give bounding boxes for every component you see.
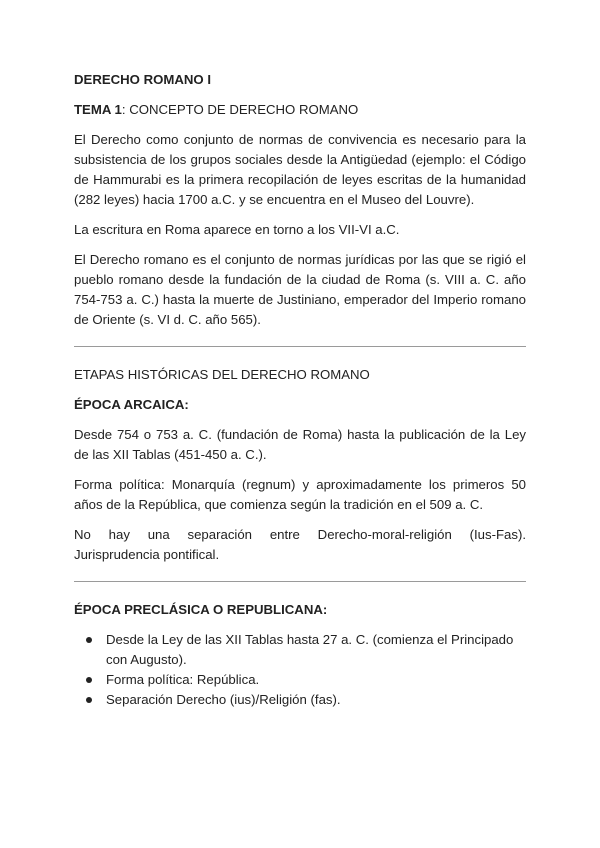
document-title: DERECHO ROMANO I (74, 72, 212, 87)
preclasica-bullet-list (74, 630, 526, 710)
intro-paragraph: El Derecho romano es el conjunto de normas jurídicas por las que se rigió el pueblo romano desde la fundación de la ciudad de Roma (s. VIII a. C. año 754-753 a. C.) hasta la muerte de Justiniano, emperador del Imperio romano de Oriente (s. VI d. C. año 565). (74, 252, 526, 327)
document-body (74, 70, 526, 710)
list-item-text: Separación Derecho (ius)/Religión (fas). (106, 692, 341, 707)
topic-title: : CONCEPTO DE DERECHO ROMANO (121, 102, 359, 117)
section-divider (74, 581, 526, 582)
intro-paragraph: El Derecho como conjunto de normas de convivencia es necesario para la subsistencia de los grupos sociales desde la Antigüedad (ejemplo: el Código de Hammurabi es la primera recopilación de leyes escritas de la humanidad (282 leyes) hacia 1700 a.C. y se encuentra en el Museo del Louvre). (74, 132, 526, 207)
list-item-text: Desde la Ley de las XII Tablas hasta 27 a. C. (comienza el Principado con Augusto). (106, 632, 514, 667)
section-divider (74, 346, 526, 347)
bullet-icon (86, 637, 92, 643)
arcaica-paragraph: No hay una separación entre Derecho-moral-religión (Ius-Fas). Jurisprudencia pontifical. (74, 527, 526, 562)
preclasica-heading: ÉPOCA PRECLÁSICA O REPUBLICANA: (74, 602, 328, 617)
list-item (106, 630, 526, 670)
arcaica-paragraph: Desde 754 o 753 a. C. (fundación de Roma) hasta la publicación de la Ley de las XII Tablas (451-450 a. C.). (74, 427, 526, 462)
list-item-text: Forma política: República. (106, 672, 260, 687)
intro-paragraph: La escritura en Roma aparece en torno a los VII-VI a.C. (74, 222, 400, 237)
list-item (106, 670, 526, 690)
stages-heading: ETAPAS HISTÓRICAS DEL DERECHO ROMANO (74, 367, 370, 382)
list-item (106, 690, 526, 710)
bullet-icon (86, 677, 92, 683)
topic-heading (74, 100, 526, 120)
arcaica-paragraph: Forma política: Monarquía (regnum) y aproximadamente los primeros 50 años de la República, que comienza según la tradición en el 509 a. C. (74, 477, 526, 512)
arcaica-heading: ÉPOCA ARCAICA: (74, 397, 189, 412)
topic-label: TEMA 1 (74, 102, 122, 117)
bullet-icon (86, 697, 92, 703)
